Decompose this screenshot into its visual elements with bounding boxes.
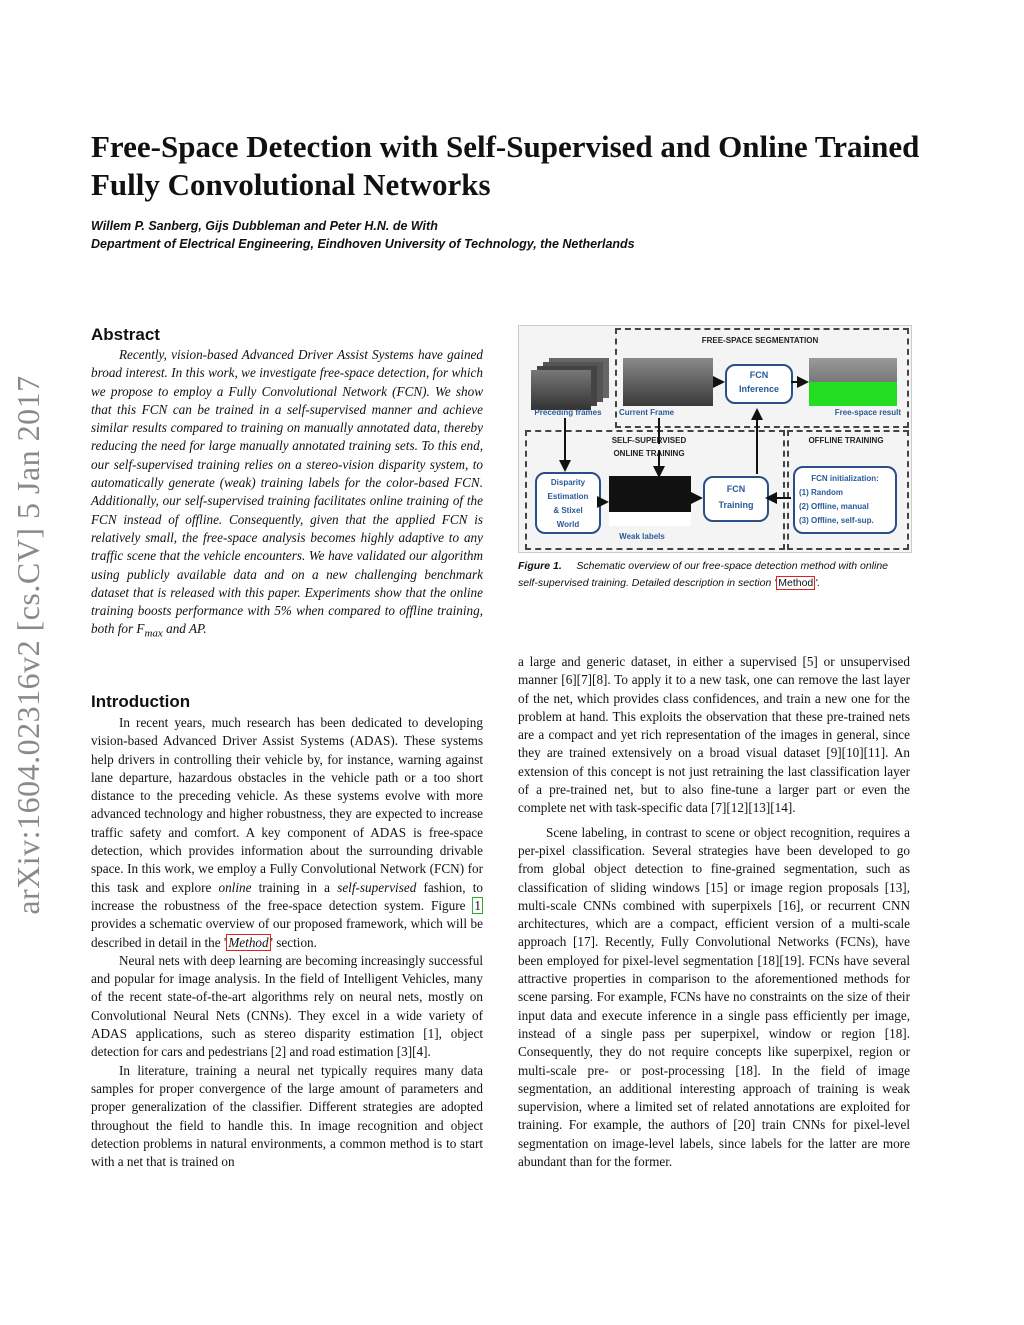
- fmax-subscript: max: [144, 628, 163, 641]
- fcn-initialization-box: FCN initialization: (1) Random (2) Offline, manual (3) Offline, self-sup.: [793, 466, 897, 534]
- arxiv-stamp: arXiv:1604.02316v2 [cs.CV] 5 Jan 2017: [10, 375, 46, 915]
- figure-ref-link[interactable]: 1: [474, 897, 481, 913]
- free-space-result-label: Free-space result: [834, 408, 901, 417]
- preceding-frames-label: Preceding frames: [534, 408, 602, 417]
- figure-1-schematic: [518, 325, 912, 553]
- self-supervised-label-1: SELF-SUPERVISED: [611, 436, 687, 445]
- abstract-body: [91, 346, 483, 643]
- weak-labels-label: Weak labels: [619, 532, 665, 541]
- affiliation: Department of Electrical Engineering, Eindhoven University of Technology, the Netherlands: [91, 237, 635, 251]
- current-frame-label: Current Frame: [619, 408, 675, 417]
- figure-caption-label: Figure 1.: [518, 560, 562, 572]
- title-line-2: Fully Convolutional Networks: [91, 167, 491, 202]
- right-paragraph-2: Scene labeling, in contrast to scene or object recognition, requires a per-pixel classification. Several strategies have been developed to go from global object detection to fine-grained segmentation, such as classification of sliding windows [15] or image region proposals [13], multi-scale CNNs combined with superpixels [16], or recurrent CNN architectures, which are a compact, efficient version of a multi-scale approach [17]. Recently, Fully Convolutional Networks (FCNs), have been employed for pixel-level segmentation [18][19]. FCNs have several attractive properties in comparison to the aforementioned methods for scene parsing. For example, FCNs have no constraints on the size of their input data and execute inference in a single pass efficiently per image, instead of a single pass per superpixel, window or region [18]. Consequently, they do not require concepts like superpixel, region or multi-scale pre- or post-processing [18]. In the field of image segmentation, an additional interesting approach of training is weak supervision, where a limited set of related annotations are exploited for training. For example, the authors of [20] train CNNs for pixel-level segmentation on image-level labels, since labels for the latter are more abundant than for the former.: [518, 824, 910, 1170]
- fcn-training-box: FCN Training: [703, 476, 769, 522]
- paper-title: [91, 128, 931, 204]
- fcn-inference-box: FCN Inference: [725, 364, 793, 404]
- abstract-heading: Abstract: [91, 325, 160, 344]
- figure-caption-text: Schematic overview of our free-space detection method with online self-supervised training. Detailed description in section ': [518, 560, 889, 589]
- intro-paragraph-3: In literature, training a neural net typically requires many data samples for proper convergence of the large amount of parameters and proper generalization of the classifier. Different strategies are adopted throughout the field to handle this. In image recognition and object detection problems in natural environments, a common method is to start with a net that is trained on: [91, 1062, 483, 1170]
- self-supervised-label-2: ONLINE TRAINING: [613, 449, 685, 458]
- abstract-text: Recently, vision-based Advanced Driver Assist Systems have gained broad interest. In this work, we investigate free-space detection, for which we propose to employ a Fully Convolutional Network (FCN). We show that this FCN can be trained in a self-supervised manner and achieve similar results compared to training on manually annotated data, thereby reducing the need for large manually annotated training sets. To this end, our self-supervised training relies on a stereo-vision disparity system, to automatically generate (weak) training labels for the color-based FCN. Additionally, our self-supervised training facilitates online training of the FCN instead of offline. Consequently, given that the applied FCN is relatively small, the free-space analysis becomes highly adaptive to any traffic scene that the vehicle encounters. We have validated our algorithm using publicly available data and on a new challenging benchmark dataset that is released with this paper. Experiments show that the online training boosts performance with 5% when compared to offline training, both for F: [91, 347, 483, 637]
- introduction-heading: Introduction: [91, 692, 191, 711]
- figure-arrows: [519, 326, 911, 552]
- right-paragraph-1: a large and generic dataset, in either a supervised [5] or unsupervised manner [6][7][8]. To apply it to a new task, one can remove the last layer of the net, which provides class confidences, and train a new one for the problem at hand. This exploits the observation that these pre-trained nets are a compact and yet rich representation of the images in general, since they are trained extensively on a broad visual dataset [9][10][11]. An extension of this concept is not just retraining the last classification layer of a pre-trained net, but to also fine-tune a larger part or even the complete net with task-specific data [7][12][13][14].: [518, 654, 910, 816]
- offline-training-label: OFFLINE TRAINING: [808, 436, 884, 445]
- abstract-tail: and AP.: [162, 621, 207, 637]
- introduction-body: [91, 714, 483, 1171]
- method-section-link[interactable]: Method: [228, 934, 269, 950]
- intro-paragraph-1: In recent years, much research has been dedicated to developing vision-based Advanced Driver Assist Systems (ADAS). These systems help drivers in controlling their vehicle by, for instance, warning against lane departure, hazardous obstacles in the vehicle path or a too short distance to the preceding vehicle. As these systems evolve with more advanced technology and higher robustness, they are expected to increase traffic safety and comfort. A key component of ADAS is free-space detection, which provides information about the surrounding drivable space. In this work, we employ a Fully Convolutional Network (FCN) for this task and explore online training in a self-supervised fashion, to increase the robustness of the free-space detection system. Figure 1 provides a schematic overview of our proposed framework, which will be described in detail in the ' Method ' section.: [91, 715, 483, 950]
- intro-paragraph-2: Neural nets with deep learning are becoming increasingly successful and popular for image analysis. In the field of Intelligent Vehicles, many of the recent state-of-the-art algorithms rely on neural nets, mostly on Convolutional Neural Nets (CNNs). They excel in a wide variety of ADAS applications, such as stereo disparity estimation [1], object detection for cars and pedestrians [2] and road estimation [3][4].: [91, 952, 483, 1060]
- free-space-segmentation-label: FREE-SPACE SEGMENTATION: [701, 336, 819, 345]
- caption-method-link[interactable]: Method: [778, 577, 814, 589]
- disparity-estimation-box: Disparity Estimation & Stixel World: [535, 472, 601, 534]
- right-column-body: [518, 653, 910, 1171]
- authors: Willem P. Sanberg, Gijs Dubbleman and Peter H.N. de With: [91, 219, 438, 233]
- title-line-1: Free-Space Detection with Self-Supervised and Online Trained: [91, 129, 920, 164]
- figure-caption: Figure 1. Schematic overview of our free-space detection method with online self-supervised training. Detailed description in section ' Method '.: [518, 560, 889, 589]
